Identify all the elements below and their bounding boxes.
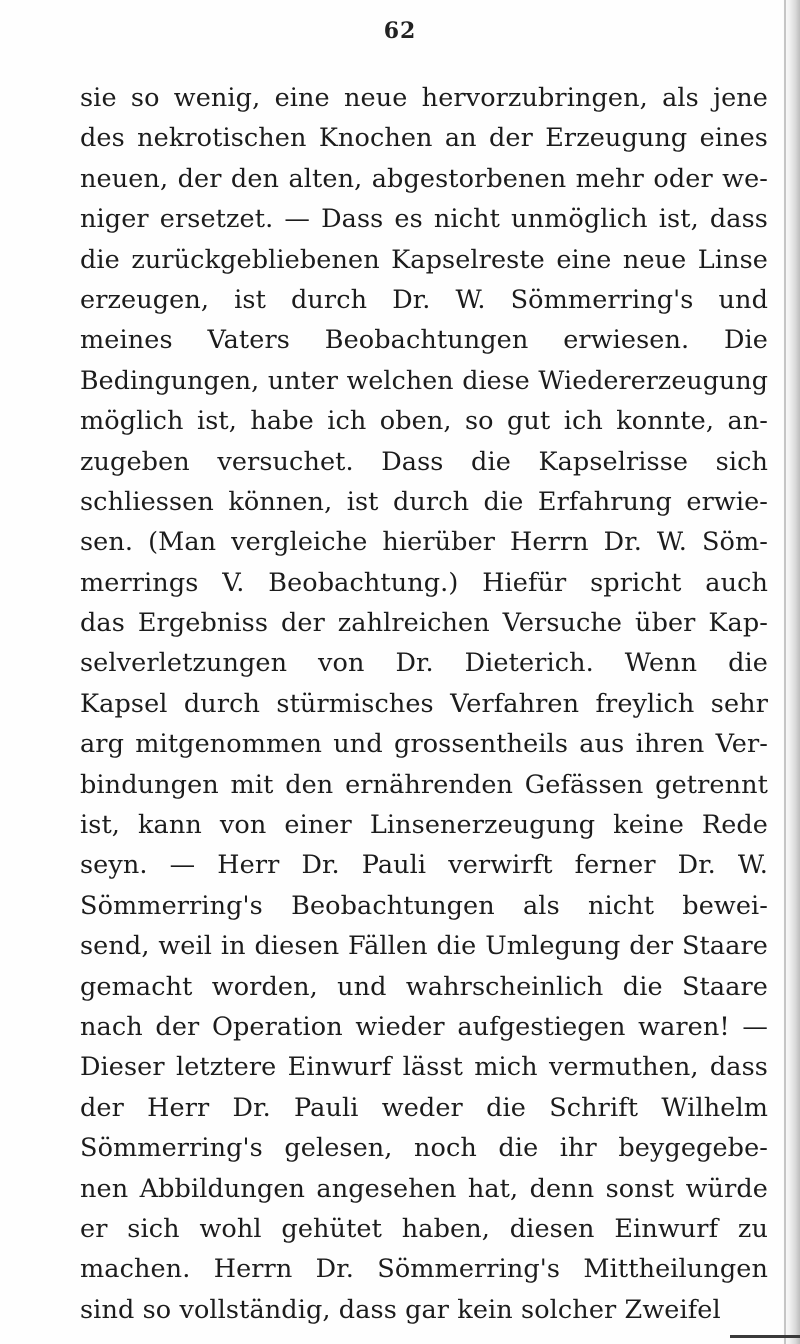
text-line: niger ersetzet. — Dass es nicht unmöglich ist, dass: [80, 204, 768, 235]
text-line: zugeben versuchet. Dass die Kapselrisse sich: [80, 446, 768, 477]
page-edge-line: [784, 0, 786, 1344]
body-text: [80, 78, 768, 1330]
text-line: des nekrotischen Knochen an der Erzeugung eines: [80, 123, 768, 154]
text-line: der Herr Dr. Pauli weder die Schrift Wilhelm: [80, 1092, 768, 1123]
text-line: selverletzungen von Dr. Dieterich. Wenn die: [80, 648, 768, 679]
text-line: machen. Herrn Dr. Sömmerring's Mittheilungen: [80, 1254, 768, 1285]
text-line: nen Abbildungen angesehen hat, denn sonst würde: [80, 1173, 768, 1204]
text-line: gemacht worden, und wahrscheinlich die Staare: [80, 971, 768, 1002]
text-line: meines Vaters Beobachtungen erwiesen. Die: [80, 325, 768, 356]
text-line: seyn. — Herr Dr. Pauli verwirft ferner Dr. W.: [80, 850, 768, 881]
text-line: möglich ist, habe ich oben, so gut ich konnte, an-: [80, 406, 768, 437]
text-line: nach der Operation wieder aufgestiegen waren! —: [80, 1011, 768, 1042]
text-line: merrings V. Beobachtung.) Hiefür spricht auch: [80, 567, 768, 598]
text-line: schliessen können, ist durch die Erfahrung erwie-: [80, 486, 768, 517]
text-line: Sömmerring's gelesen, noch die ihr beygegebe-: [80, 1133, 768, 1164]
text-line: die zurückgebliebenen Kapselreste eine neue Linse: [80, 244, 768, 275]
text-line: erzeugen, ist durch Dr. W. Sömmerring's und: [80, 284, 768, 315]
text-line: Dieser letztere Einwurf lässt mich vermuthen, dass: [80, 1052, 768, 1083]
text-line: sen. (Man vergleiche hierüber Herrn Dr. W. Söm-: [80, 527, 768, 558]
text-line: sie so wenig, eine neue hervorzubringen, als jene: [80, 83, 768, 113]
text-line: sind so vollständig, dass gar kein solcher Zweifel: [80, 1294, 721, 1325]
text-line: das Ergebniss der zahlreichen Versuche über Kap-: [80, 608, 768, 639]
text-line: Kapsel durch stürmisches Verfahren freylich sehr: [80, 688, 768, 719]
page-number: 62: [383, 18, 417, 44]
page-corner-mark: [730, 1335, 800, 1338]
text-line: ist, kann von einer Linsenerzeugung keine Rede: [80, 810, 768, 841]
text-line: arg mitgenommen und grossentheils aus ihren Ver-: [80, 729, 768, 760]
text-line: bindungen mit den ernährenden Gefässen getrennt: [80, 769, 768, 800]
text-line: neuen, der den alten, abgestorbenen mehr oder we-: [80, 163, 768, 194]
text-line: Bedingungen, unter welchen diese Wiedererzeugung: [80, 365, 768, 395]
text-line: Sömmerring's Beobachtungen als nicht bewei-: [80, 890, 768, 921]
text-line: er sich wohl gehütet haben, diesen Einwurf zu: [80, 1213, 768, 1244]
text-line: send, weil in diesen Fällen die Umlegung der Staare: [80, 931, 768, 962]
